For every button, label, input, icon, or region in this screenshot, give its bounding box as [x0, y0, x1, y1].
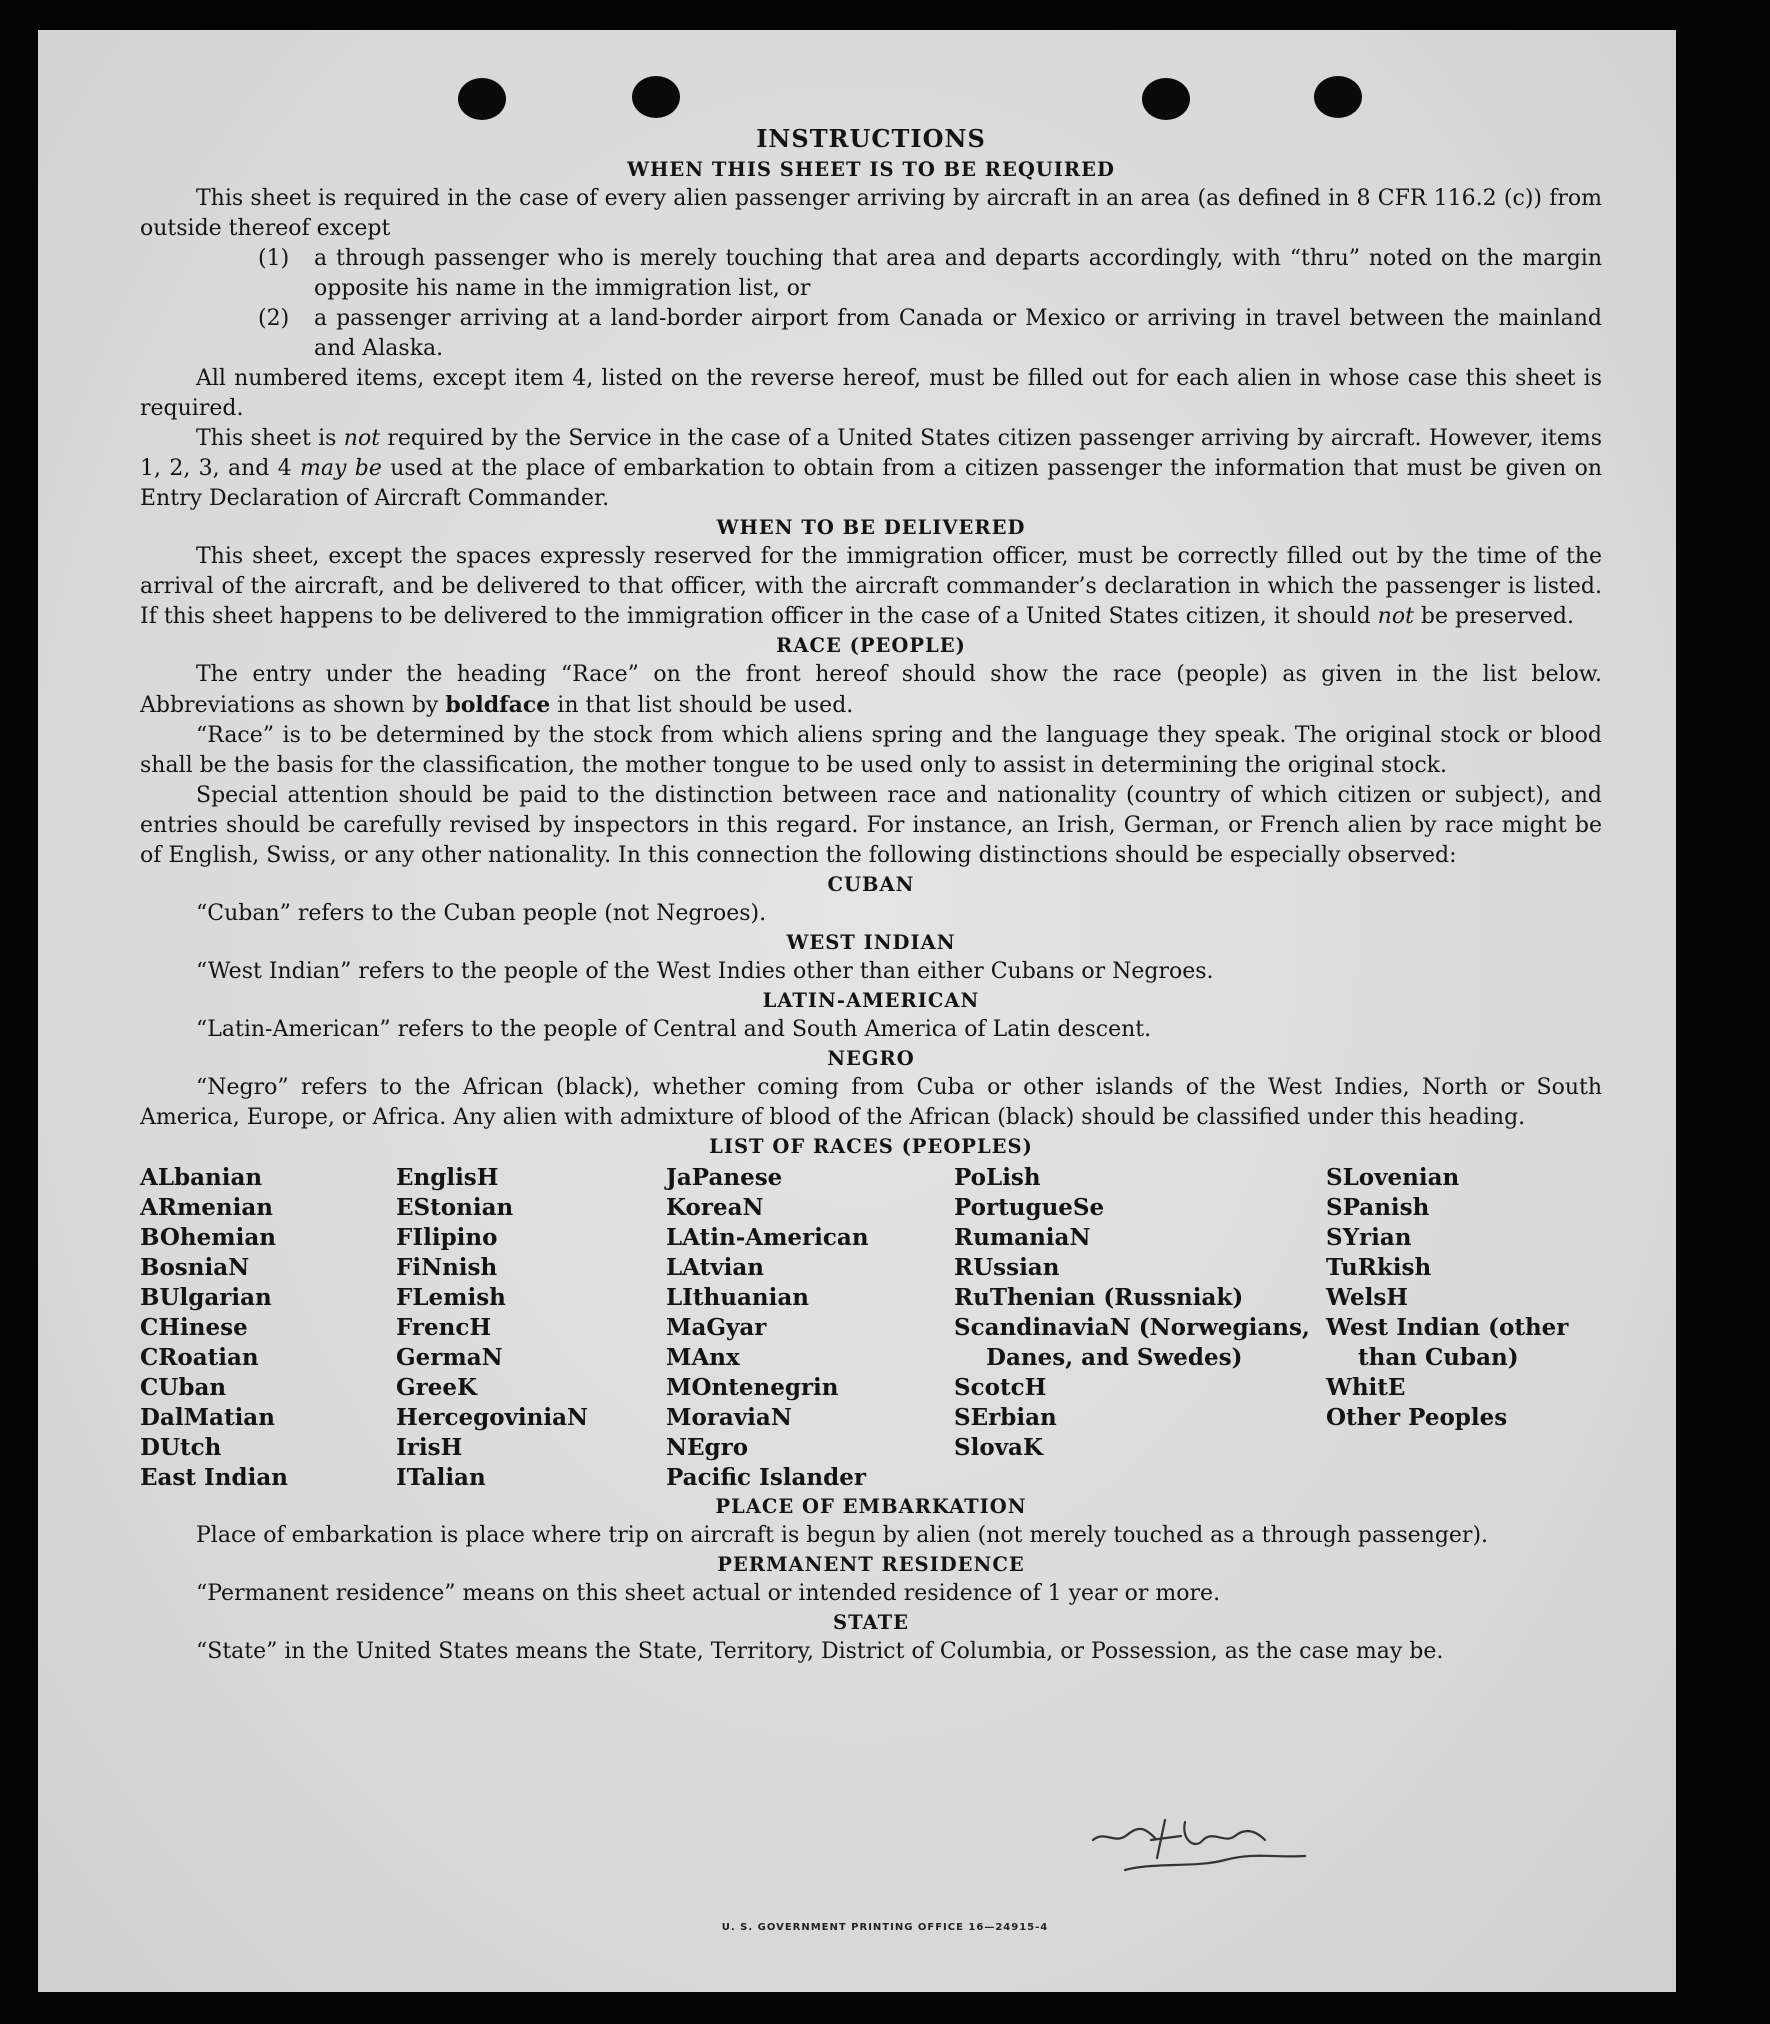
state-definition: “State” in the United States means the State, Territory, District of Columbia, or Possession, as the case may be. — [196, 1639, 1444, 1664]
race-entry: CRoatian — [140, 1344, 259, 1371]
text-run: This sheet is — [196, 426, 337, 451]
page-title: INSTRUCTIONS — [756, 124, 986, 153]
latin-american-definition: “Latin-American” refers to the people of Central and South America of Latin descent. — [196, 1017, 1152, 1042]
race-entry: MOntenegrin — [666, 1374, 839, 1401]
race-entry: ITalian — [396, 1464, 486, 1491]
text-run: The entry under the heading “Race” on the front hereof should show the race (people) as given in the list below. Abbreviations as shown by — [140, 662, 1602, 718]
race-entry: JaPanese — [666, 1164, 783, 1191]
handwritten-signature — [1085, 1810, 1315, 1890]
heading-list-of-races: LIST OF RACES (PEOPLES) — [709, 1135, 1033, 1158]
race-column — [1326, 1163, 1602, 1493]
text-run: This sheet, except the spaces expressly reserved for the immigration officer, must be correctly filled out by the time of the arrival of the aircraft, and be delivered to that officer, with the aircraft commander’s declaration in which the passenger is listed. If this sheet happens to be delivered to the immigration officer in the case of a United States citizen, it should — [140, 544, 1602, 629]
punch-hole — [458, 78, 506, 120]
race-entry: BOhemian — [140, 1224, 276, 1251]
race-entry: PoLish — [954, 1164, 1041, 1191]
negro-definition: “Negro” refers to the African (black), whether coming from Cuba or other islands of the West Indies, North or South America, Europe, or Africa. Any alien with admixture of blood of the African (black) should be classified under this heading. — [140, 1075, 1602, 1130]
race-entry: CHinese — [140, 1314, 248, 1341]
punch-hole — [1314, 76, 1362, 118]
race-entry: LAtvian — [666, 1254, 764, 1281]
punch-hole — [1142, 78, 1190, 120]
heading-negro: NEGRO — [827, 1047, 915, 1070]
race-entry: GermaN — [396, 1344, 503, 1371]
exception-item-1 — [258, 244, 1602, 304]
when-required-para-2: All numbered items, except item 4, listed on the reverse hereof, must be filled out for each alien in whose case this sheet is required. — [140, 366, 1602, 421]
race-entry: BosniaN — [140, 1254, 250, 1281]
race-entry: West Indian (other than Cuban) — [1326, 1314, 1569, 1371]
exception-item-2 — [258, 304, 1602, 364]
race-entry: EStonian — [396, 1194, 514, 1221]
race-entry: Pacific Islander — [666, 1464, 866, 1491]
race-entry: SLovenian — [1326, 1164, 1460, 1191]
race-entry: LIthuanian — [666, 1284, 809, 1311]
race-para-1 — [140, 660, 1602, 721]
race-entry: RumaniaN — [954, 1224, 1091, 1251]
race-entry: Other Peoples — [1326, 1404, 1508, 1431]
race-entry: MAnx — [666, 1344, 740, 1371]
race-para-2: “Race” is to be determined by the stock from which aliens spring and the language they speak. The original stock or blood shall be the basis for the classification, the mother tongue to be used only to assist in determining the original stock. — [140, 723, 1602, 778]
text-run: used at the place of embarkation to obtain from a citizen passenger the information that must be given on Entry Declaration of Aircraft Commander. — [140, 456, 1602, 511]
heading-when-delivered: WHEN TO BE DELIVERED — [716, 516, 1026, 539]
race-entry: FLemish — [396, 1284, 506, 1311]
race-entry: CUban — [140, 1374, 227, 1401]
race-entry: ScandinaviaN (Norwegians, Danes, and Swedes) — [954, 1314, 1310, 1371]
race-entry: WelsH — [1326, 1284, 1409, 1311]
heading-cuban: CUBAN — [827, 873, 915, 896]
punch-hole — [632, 76, 680, 118]
race-column — [140, 1163, 396, 1493]
race-entry: RuThenian (Russniak) — [954, 1284, 1244, 1311]
race-entry: MoraviaN — [666, 1404, 792, 1431]
printing-office-imprint: U. S. GOVERNMENT PRINTING OFFICE 16—24915-4 — [721, 1922, 1049, 1933]
race-entry: KoreaN — [666, 1194, 764, 1221]
race-entry: HercegoviniaN — [396, 1404, 589, 1431]
when-delivered-para — [140, 542, 1602, 632]
race-entry: ALbanian — [140, 1164, 263, 1191]
italic-text: not — [1377, 604, 1414, 629]
race-entry: BUlgarian — [140, 1284, 272, 1311]
permanent-residence-definition: “Permanent residence” means on this sheet actual or intended residence of 1 year or more. — [196, 1581, 1221, 1606]
race-entry: FiNnish — [396, 1254, 498, 1281]
race-entry: RUssian — [954, 1254, 1060, 1281]
race-entry: SErbian — [954, 1404, 1057, 1431]
bold-text: boldface — [445, 692, 551, 718]
text-run: be preserved. — [1420, 604, 1574, 629]
exception-text: a passenger arriving at a land-border airport from Canada or Mexico or arriving in travel between the mainland and Alaska. — [314, 306, 1602, 361]
race-entry: SlovaK — [954, 1434, 1043, 1461]
race-entry: EnglisH — [396, 1164, 499, 1191]
race-entry: ARmenian — [140, 1194, 274, 1221]
exception-number: (2) — [258, 306, 290, 331]
place-of-embarkation-definition: Place of embarkation is place where trip on aircraft is begun by alien (not merely touched as a through passenger). — [196, 1523, 1489, 1548]
heading-west-indian: WEST INDIAN — [786, 931, 956, 954]
race-entry: SPanish — [1326, 1194, 1430, 1221]
heading-when-required: WHEN THIS SHEET IS TO BE REQUIRED — [627, 158, 1115, 181]
race-column — [666, 1163, 954, 1493]
west-indian-definition: “West Indian” refers to the people of the West Indies other than either Cubans or Negroes. — [196, 959, 1214, 984]
race-entry: TuRkish — [1326, 1254, 1432, 1281]
italic-text: not — [343, 426, 381, 451]
cuban-definition: “Cuban” refers to the Cuban people (not Negroes). — [196, 901, 767, 926]
heading-place-of-embarkation: PLACE OF EMBARKATION — [715, 1495, 1027, 1518]
race-entry: IrisH — [396, 1434, 463, 1461]
heading-race: RACE (PEOPLE) — [776, 634, 966, 657]
when-required-intro: This sheet is required in the case of every alien passenger arriving by aircraft in an area (as defined in 8 CFR 116.2 (c)) from outside thereof except — [140, 186, 1602, 241]
race-column — [954, 1163, 1326, 1493]
italic-text: may be — [300, 456, 382, 481]
race-column — [396, 1163, 666, 1493]
race-list — [140, 1163, 1602, 1493]
exception-number: (1) — [258, 246, 290, 271]
text-run: required by the Service in the case of a United States citizen passenger arriving by aircraft. However, items 1, 2, 3, and 4 — [140, 426, 1602, 481]
text-run: in that list should be used. — [557, 693, 854, 718]
race-entry: PortugueSe — [954, 1194, 1105, 1221]
exception-text: a through passenger who is merely touching that area and departs accordingly, with “thru” noted on the margin opposite his name in the immigration list, or — [314, 246, 1602, 301]
heading-latin-american: LATIN-AMERICAN — [762, 989, 980, 1012]
when-required-para-3 — [140, 424, 1602, 514]
race-entry: LAtin-American — [666, 1224, 869, 1251]
race-para-3: Special attention should be paid to the distinction between race and nationality (country of which citizen or subject), and entries should be carefully revised by inspectors in this regard. For instance, an Irish, German, or French alien by race might be of English, Swiss, or any other nationality. In this connection the following distinctions should be especially observed: — [140, 783, 1602, 868]
race-entry: MaGyar — [666, 1314, 767, 1341]
instructions-text — [140, 122, 1602, 1667]
heading-state: STATE — [833, 1611, 909, 1634]
race-entry: NEgro — [666, 1434, 749, 1461]
race-entry: DUtch — [140, 1434, 222, 1461]
race-entry: WhitE — [1326, 1374, 1406, 1401]
race-entry: SYrian — [1326, 1224, 1412, 1251]
race-entry: GreeK — [396, 1374, 478, 1401]
race-entry: ScotcH — [954, 1374, 1047, 1401]
race-entry: FrencH — [396, 1314, 492, 1341]
heading-permanent-residence: PERMANENT RESIDENCE — [717, 1553, 1025, 1576]
race-entry: DalMatian — [140, 1404, 275, 1431]
race-entry: FIlipino — [396, 1224, 498, 1251]
race-entry: East Indian — [140, 1464, 288, 1491]
